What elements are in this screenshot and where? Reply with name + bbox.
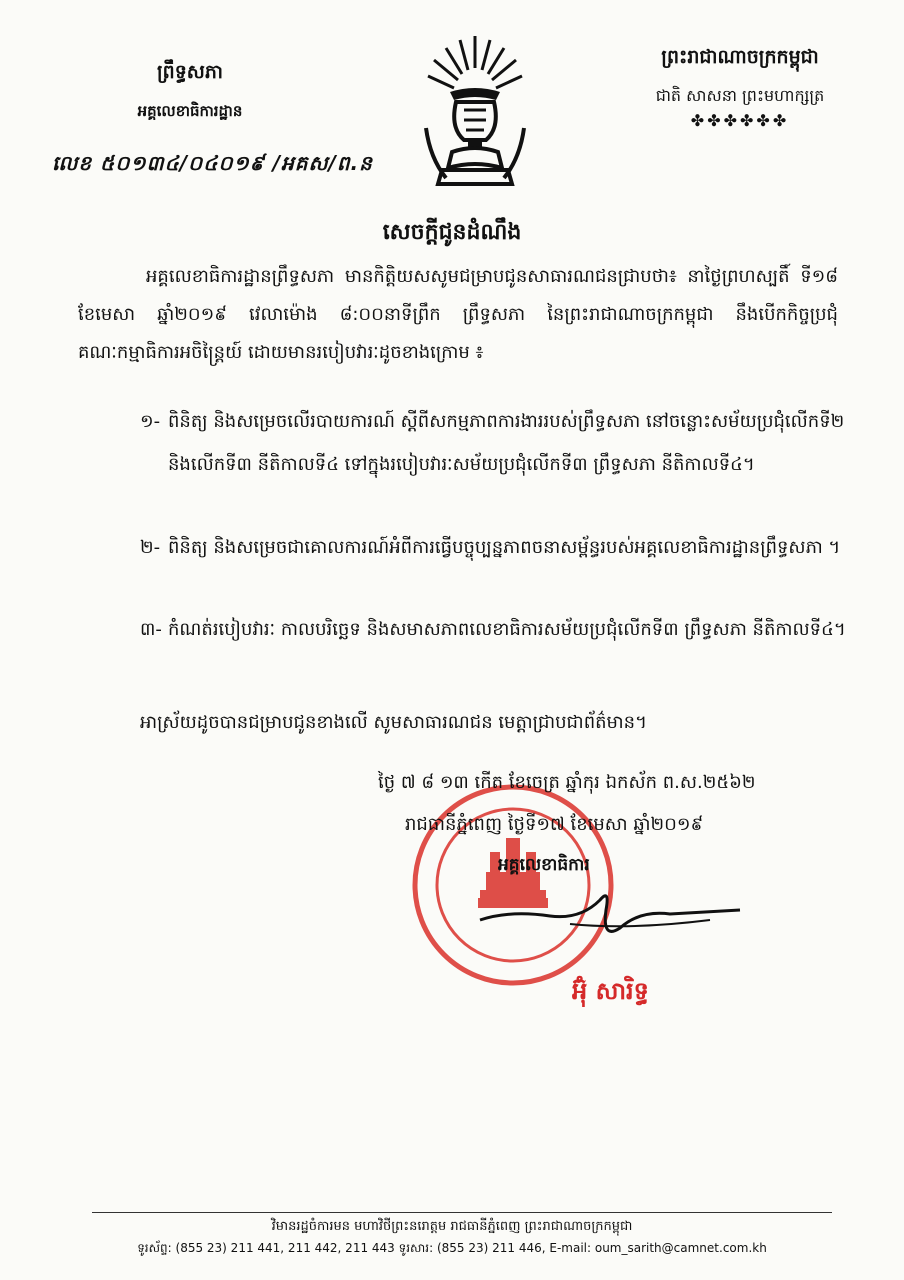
ornament-divider: ✤✤✤✤✤✤ [690,111,790,130]
agenda-number: ២- [140,537,161,558]
senate-emblem-icon [420,28,530,193]
national-motto: ជាតិ សាសនា ព្រះមហាក្សត្រ [655,86,825,105]
intro-paragraph: អគ្គលេខាធិការដ្ឋានព្រឹទ្ធសភា មានកិត្តិយសសូមជម្រាបជូនសាធារណជនជ្រាបថា៖ នាថ្ងៃព្រហស្បតិ៍ ទី១៨ ខែមេសា ឆ្នាំ២០១៩ វេលាម៉ោង ៨:០០នាទីព្រឹក ព្រឹទ្ធសភា នៃព្រះរាជាណាចក្រកម្ពុជា នឹងបើកកិច្ចប្រជុំគណៈកម្មាធិការអចិន្ត្រៃយ៍ ដោយមានរបៀបវារៈដូចខាងក្រោម ៖ [78,266,838,363]
agenda-number: ១- [140,411,161,432]
footer-divider [92,1212,832,1213]
sender-block [60,40,320,124]
agenda-number: ៣- [140,619,162,640]
department-name: អគ្គលេខាធិការដ្ឋាន [137,102,243,120]
handwritten-signature-icon [470,880,750,950]
closing-sentence: អាស្រ័យដូចបានជម្រាបជូនខាងលើ សូមសាធារណជន មេត្តាជ្រាបជាព័ត៌មាន។ [140,712,647,733]
footer-contact: ទូរស័ព្ទ: (855 23) 211 441, 211 442, 211 443 ទូរសារ: (855 23) 211 446, E-mail: oum_sarith@camnet.com.kh [137,1241,767,1255]
solar-date: រាជធានីភ្នំពេញ ថ្ងៃទី១៧ ខែមេសា ឆ្នាំ២០១៩ [405,814,704,835]
footer-address: វិមានរដ្ឋចំការមន មហាវិថីព្រះនរោត្តម រាជធានីភ្នំពេញ ព្រះរាជាណាចក្រកម្ពុជា [271,1219,633,1234]
signatory-name: អ៊ុំ សារិទ្ធ [572,977,649,1005]
lunar-date: ថ្ងៃ ៧ ៨ ១៣ កើត ខែចេត្រ ឆ្នាំកុរ ឯកស័ក ព.ស.២៥៦២ [378,772,756,793]
agenda-text: កំណត់របៀបវារៈ កាលបរិច្ឆេទ និងសមាសភាពលេខាធិការសម័យប្រជុំលើកទី៣ ព្រឹទ្ធសភា នីតិកាលទី៤។ [168,619,846,640]
org-name: ព្រឹទ្ធសភា [157,61,223,83]
kingdom-block [610,45,870,130]
agenda-text: ពិនិត្យ និងសម្រេចជាគោលការណ៍អំពីការធ្វើបច្ចុប្បន្នភាពចនាសម្ព័ន្ធរបស់អគ្គលេខាធិការដ្ឋានព្រឹទ្ធសភា ។ [168,537,841,558]
signatory-title: អគ្គលេខាធិការ [498,855,590,875]
agenda-text: ពិនិត្យ និងសម្រេចលើរបាយការណ៍ ស្តីពីសកម្មភាពការងាររបស់ព្រឹទ្ធសភា នៅចន្លោះសម័យប្រជុំលើកទី២ និងលើកទី៣ នីតិកាលទី៤ ទៅក្នុងរបៀបវារៈសម័យប្រជុំលើកទី៣ ព្រឹទ្ធសភា នីតិកាលទី៤។ [168,411,845,475]
document-title: សេចក្តីជូនដំណឹង [382,220,522,245]
reference-number: លេខ ៥០១៣៤/០៤០១៩ /អគស/ព.ន [52,151,373,175]
kingdom-name: ព្រះរាជាណាចក្រកម្ពុជា [661,46,819,68]
